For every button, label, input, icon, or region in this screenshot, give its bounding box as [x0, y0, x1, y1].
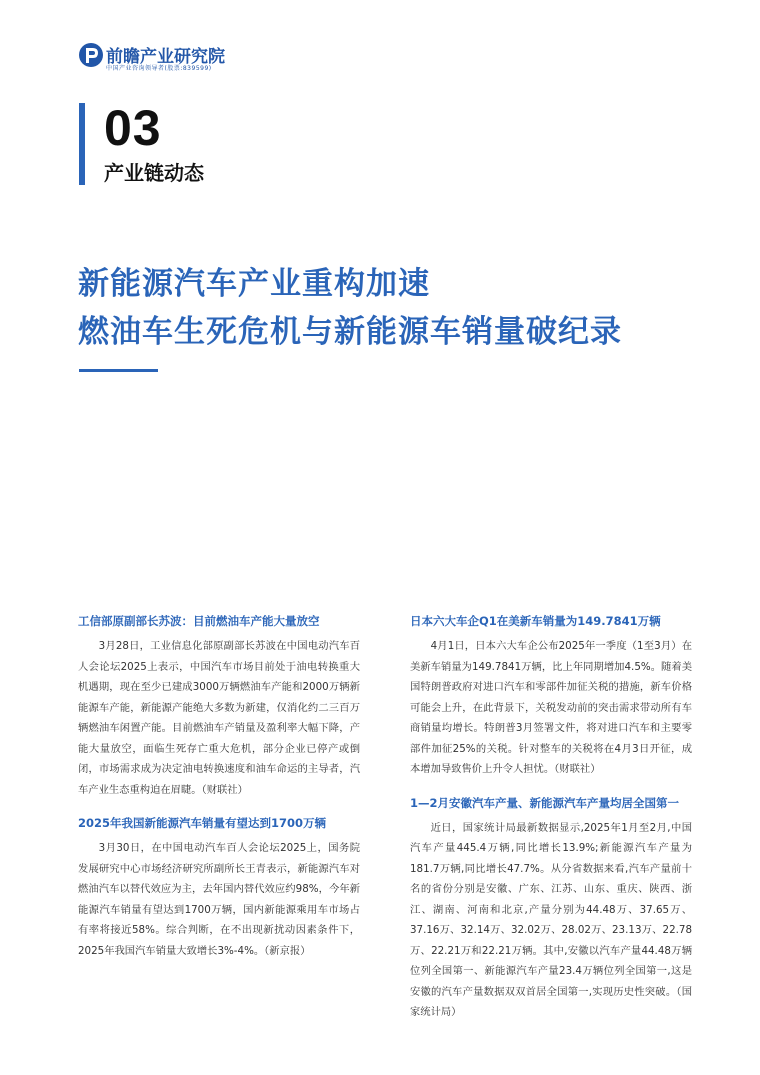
article-body: 3月30日，在中国电动汽车百人会论坛2025上，国务院发展研究中心市场经济研究所副所长王青表示，新能源汽车对燃油汽车以替代效应为主，去年国内替代效应约98%，今年新能源汽车销量有望达到1700万辆，国内新能源乘用车市场占有率将接近58%。综合判断，在不出现新扰动因素条件下，2025年我国汽车销量大致增长3%-4%。（新京报）: [78, 842, 360, 957]
logo-name: 前瞻产业研究院: [106, 47, 225, 67]
news-article: [78, 814, 360, 961]
logo-subtitle: 中国产业咨询领导者(股票:839599): [106, 65, 212, 72]
article-title: 工信部原副部长苏波：目前燃油车产能大量放空: [78, 614, 320, 628]
article-title: 日本六大车企Q1在美新车销量为149.7841万辆: [410, 614, 661, 628]
headline-line-1: 新能源汽车产业重构加速: [78, 266, 430, 302]
news-article: [410, 612, 692, 780]
news-article: [78, 612, 360, 800]
company-logo: [78, 42, 258, 72]
section-accent-bar: [79, 103, 85, 185]
news-article: [410, 794, 692, 1023]
article-body: 4月1日，日本六大车企公布2025年一季度（1至3月）在美新车销量为149.7841万辆，比上年同期增加4.5%。随着美国特朗普政府对进口汽车和零部件加征关税的措施，新车价格可能会上升，在此背景下，关税发动前的突击需求带动所有车商销量均增长。特朗普3月签署文件，将对进口汽车和主要零部件加征25%的关税。针对整车的关税将在4月3日开征，成本增加导致售价上升令人担忧。（财联社）: [410, 640, 692, 775]
section-number: 03: [104, 100, 162, 156]
logo-mark-icon: [78, 42, 104, 68]
article-body: 3月28日，工业信息化部原副部长苏波在中国电动汽车百人会论坛2025上表示，中国汽车市场目前处于油电转换重大机遇期，现在至少已建成3000万辆燃油车产能和2000万辆新能源车产能，新能源产能绝大多数为新建，仅消化约二三百万辆燃油车闲置产能。目前燃油车产销量及盈利率大幅下降，产能大量放空，面临生死存亡重大危机，部分企业已停产或倒闭，市场需求成为决定油电转换速度和油车命运的主导者，汽车产业生态重构迫在眉睫。（财联社）: [78, 640, 360, 796]
headline-line-2: 燃油车生死危机与新能源车销量破纪录: [78, 314, 622, 350]
headline-underline: [79, 369, 158, 372]
article-body: 近日，国家统计局最新数据显示,2025年1月至2月,中国汽车产量445.4万辆,同比增长13.9%;新能源汽车产量为181.7万辆,同比增长47.7%。从分省数据来看,汽车产量前十名的省份分别是安徽、广东、江苏、山东、重庆、陕西、浙江、湖南、河南和北京,产量分别为44.48万、37.65万、37.16万、32.14万、32.02万、28.02万、23.13万、22.78万、22.21万和22.21万辆。其中,安徽以汽车产量44.48万辆位列全国第一、新能源汽车产量23.4万辆位列全国第一,这是安徽的汽车产量数据双双首居全国第一,实现历史性突破。（国家统计局）: [410, 821, 692, 1018]
section-title: 产业链动态: [104, 161, 204, 185]
article-title: 1—2月安徽汽车产量、新能源汽车产量均居全国第一: [410, 795, 680, 810]
article-title: 2025年我国新能源汽车销量有望达到1700万辆: [78, 816, 327, 830]
right-column: [410, 612, 692, 1037]
left-column: [78, 612, 360, 975]
